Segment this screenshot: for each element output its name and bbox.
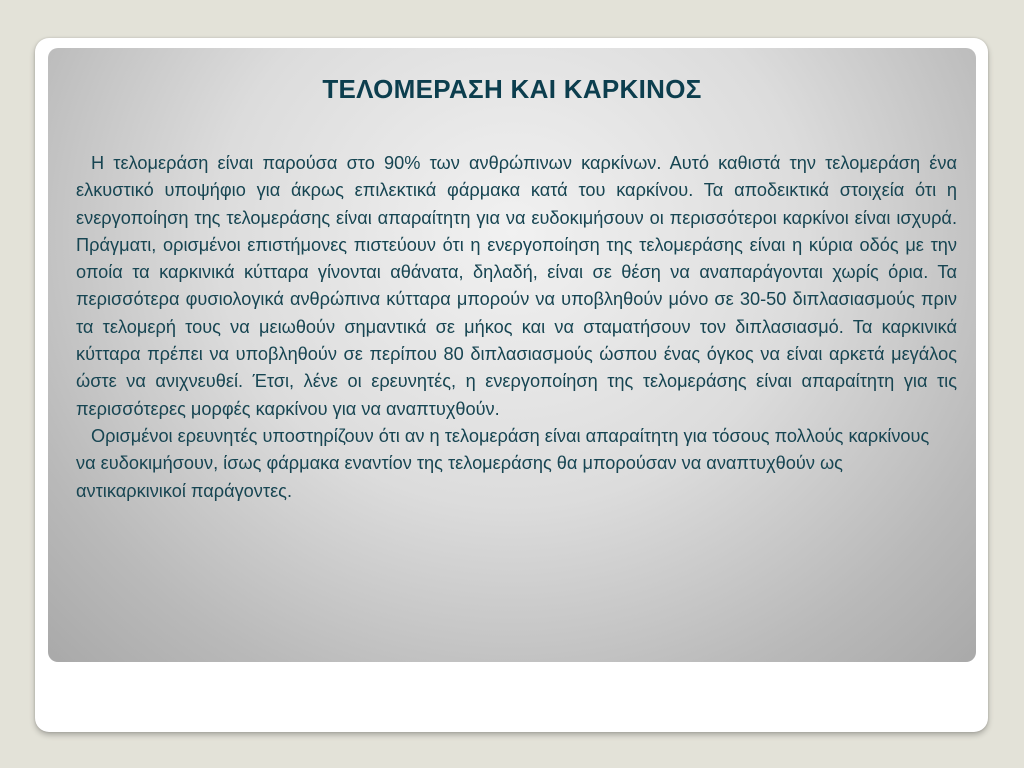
slide-body bbox=[76, 150, 957, 505]
body-paragraph-1: Η τελομεράση είναι παρούσα στο 90% των ανθρώπινων καρκίνων. Αυτό καθιστά την τελομεράση ένα ελκυστικό υποψήφιο για άκρως επιλεκτικά φάρμακα κατά του καρκίνου. Τα αποδεικτικά στοιχεία ότι η ενεργοποίηση της τελομεράσης είναι απαραίτητη για να ευδοκιμήσουν οι περισσότεροι καρκίνοι είναι ισχυρά. Πράγματι, ορισμένοι επιστήμονες πιστεύουν ότι η ενεργοποίηση της τελομεράσης είναι η κύρια οδός με την οποία τα καρκινικά κύτταρα γίνονται αθάνατα, δηλαδή, είναι σε θέση να αναπαράγονται χωρίς όρια. Τα περισσότερα φυσιολογικά ανθρώπινα κύτταρα μπορούν να υποβληθούν μόνο σε 30-50 διπλασιασμούς πριν τα τελομερή τους να μειωθούν σημαντικά σε μήκος και να σταματήσουν τον διπλασιασμό. Τα καρκινικά κύτταρα πρέπει να υποβληθούν σε περίπου 80 διπλασιασμούς ώσπου ένας όγκος να είναι αρκετά μεγάλος ώστε να ανιχνευθεί. Έτσι, λένε οι ερευνητές, η ενεργοποίηση της τελομεράσης είναι απαραίτητη για τις περισσότερες μορφές καρκίνου για να αναπτυχθούν. bbox=[76, 153, 957, 419]
body-paragraph-2: Ορισμένοι ερευνητές υποστηρίζουν ότι αν η τελομεράση είναι απαραίτητη για τόσους πολλούς καρκίνους να ευδοκιμήσουν, ίσως φάρμακα εναντίον της τελομεράσης θα μπορούσαν να αναπτυχθούν ως αντικαρκινικοί παράγοντες. bbox=[76, 425, 930, 501]
slide-title: ΤΕΛΟΜΕΡΑΣΗ ΚΑΙ ΚΑΡΚΙΝΟΣ bbox=[322, 74, 702, 104]
